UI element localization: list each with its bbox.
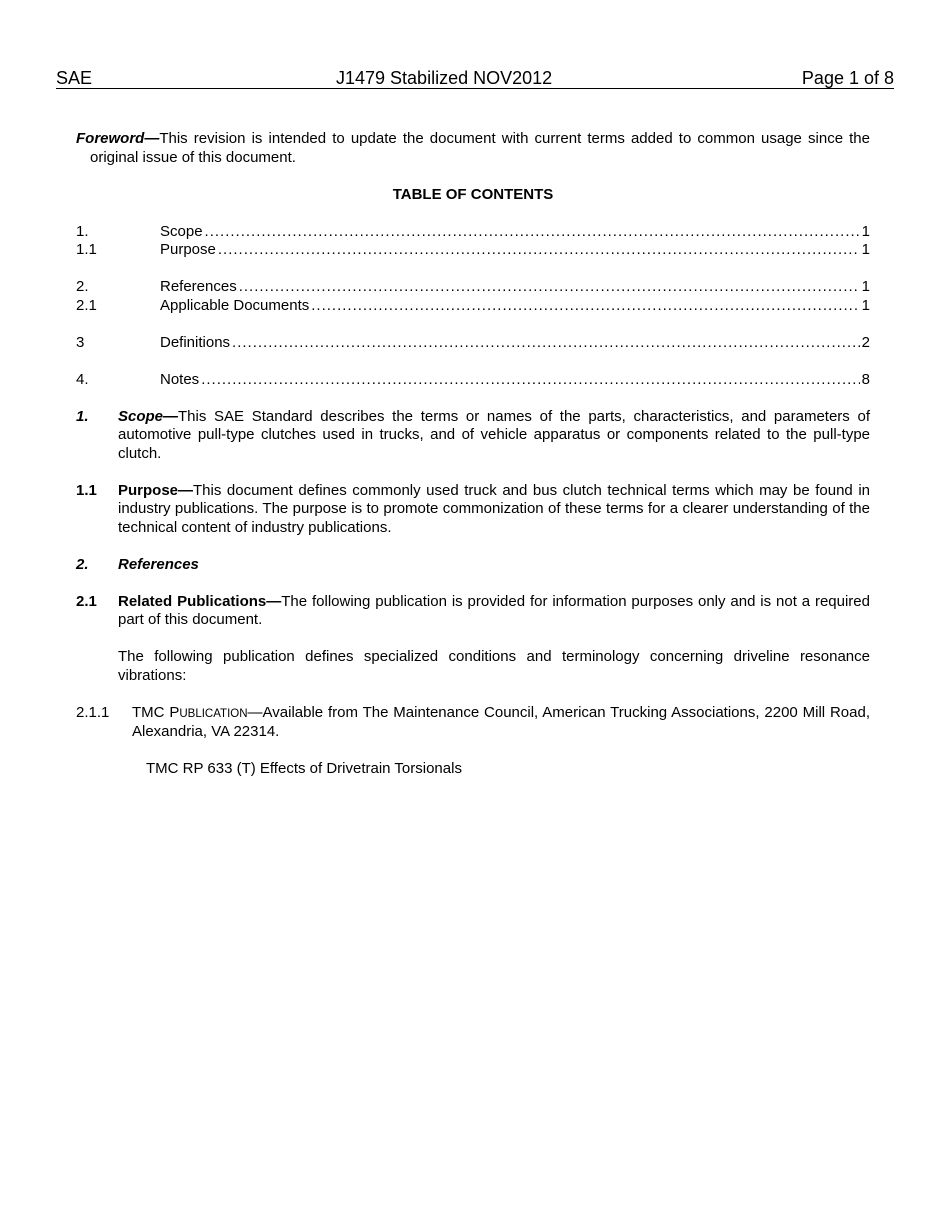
section-text: The following publication is provided for information purposes only and is not a required part of this document. — [118, 592, 870, 628]
section-title-prefix: TMC P — [132, 703, 180, 721]
section-text: This document defines commonly used truck and bus clutch technical terms which may be found in industry publications. The purpose is to promote commonization of these terms for a clearer understanding of the technical content of industry publications. — [118, 481, 870, 536]
section-number: 1. — [76, 407, 89, 425]
toc-entry-notes[interactable] — [76, 371, 870, 390]
toc-entry-number: 2.1 — [76, 296, 97, 314]
table-of-contents — [76, 223, 870, 390]
section-number: 2. — [76, 555, 89, 573]
toc-entry-number: 1.1 — [76, 241, 97, 258]
toc-leader-dots — [232, 334, 860, 353]
toc-entry-purpose[interactable] — [76, 241, 870, 260]
toc-entry-label: Scope — [160, 222, 203, 240]
section-title-smallcaps: UBLICATION — [179, 707, 248, 720]
page-header — [56, 68, 894, 89]
foreword-text: This revision is intended to update the document with current terms added to common usage since the original issue of this document. — [90, 130, 870, 166]
toc-entry-applicable-documents[interactable] — [76, 297, 870, 316]
section-title: References — [118, 555, 199, 573]
toc-entry-page: 8 — [861, 370, 870, 388]
section-title: Purpose— — [118, 481, 194, 499]
toc-entry-scope[interactable] — [76, 223, 870, 242]
section-number: 2.1.1 — [76, 703, 110, 721]
toc-entry-number: 3 — [76, 333, 85, 351]
section-text: This SAE Standard describes the terms or names of the parts, characteristics, and parameters of automotive pull-type clutches used in trucks, and of vehicle apparatus or components related to the pull-type clutch. — [118, 407, 870, 462]
section-body — [118, 408, 870, 464]
header-org: SAE — [56, 68, 93, 88]
toc-leader-dots — [205, 223, 860, 242]
toc-entry-label: References — [160, 278, 237, 295]
section-body — [118, 556, 870, 575]
foreword — [76, 130, 870, 167]
toc-entry-page: 1 — [861, 278, 870, 295]
section-number: 1.1 — [76, 481, 97, 499]
toc-entry-number: 1. — [76, 222, 89, 240]
section-references — [76, 556, 870, 575]
toc-entry-number: 2. — [76, 278, 89, 295]
toc-spacer — [76, 260, 870, 279]
section-body — [118, 593, 870, 630]
toc-entry-number: 4. — [76, 370, 89, 388]
section-text: —Available from The Maintenance Council, American Trucking Associations, 2200 Mill Road, Alexandria, VA 22314. — [132, 703, 870, 740]
toc-entry-definitions[interactable] — [76, 334, 870, 353]
section-title: Scope— — [118, 407, 179, 425]
toc-spacer — [76, 315, 870, 334]
toc-title: TABLE OF CONTENTS — [392, 186, 554, 203]
section-body — [118, 482, 870, 538]
toc-leader-dots — [218, 241, 860, 260]
toc-leader-dots — [239, 278, 860, 297]
toc-entry-references[interactable] — [76, 278, 870, 297]
toc-entry-page: 1 — [861, 296, 870, 314]
section-body — [132, 704, 870, 742]
document-body — [76, 130, 870, 779]
section-related-publications — [76, 593, 870, 630]
toc-entry-label: Applicable Documents — [160, 296, 310, 314]
toc-entry-label: Definitions — [160, 333, 231, 351]
toc-leader-dots — [311, 297, 859, 316]
foreword-label: Foreword— — [76, 130, 160, 147]
header-page-number: Page 1 of 8 — [801, 68, 894, 88]
toc-entry-label: Purpose — [160, 241, 216, 258]
section-title: Related Publications— — [118, 592, 282, 610]
header-document-id: J1479 Stabilized NOV2012 — [336, 68, 553, 88]
toc-entry-page: 2 — [861, 333, 870, 351]
toc-entry-label: Notes — [160, 370, 200, 388]
section-scope — [76, 408, 870, 464]
toc-entry-page: 1 — [861, 241, 870, 258]
related-publications-paragraph: The following publication defines specialized conditions and terminology concerning driveline resonance vibrations: — [118, 648, 870, 684]
section-number: 2.1 — [76, 592, 97, 610]
section-purpose — [76, 482, 870, 538]
toc-leader-dots — [201, 371, 859, 390]
section-tmc-publication — [76, 704, 870, 742]
reference-entry: TMC RP 633 (T) Effects of Drivetrain Torsionals — [146, 760, 462, 777]
toc-entry-page: 1 — [861, 222, 870, 240]
toc-spacer — [76, 352, 870, 371]
